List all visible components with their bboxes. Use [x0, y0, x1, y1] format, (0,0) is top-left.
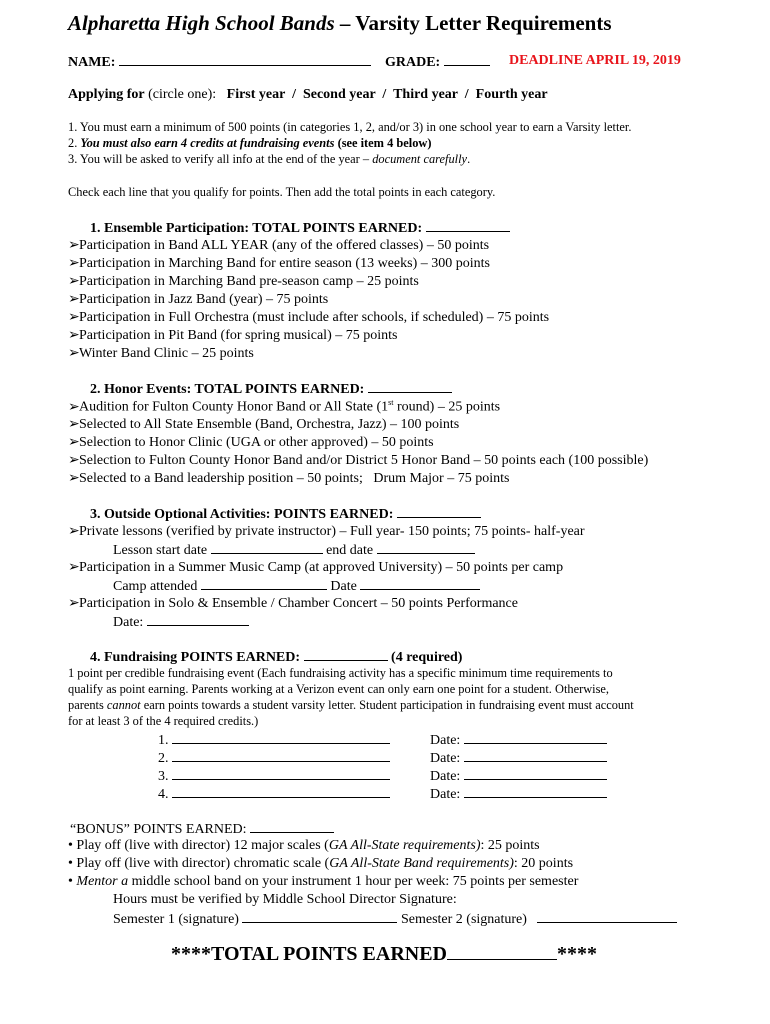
bonus-item	[68, 874, 578, 890]
fundraiser-date-label: Date:	[430, 769, 461, 784]
item-text: Selection to Fulton County Honor Band and/or District 5 Honor Band – 50 points each (100 possible)	[79, 453, 649, 468]
fundraiser-line	[158, 731, 390, 749]
item-text: Winter Band Clinic – 25 points	[79, 346, 254, 361]
bonus-item	[68, 838, 540, 854]
fundraiser-field[interactable]	[172, 749, 390, 762]
list-item[interactable]	[68, 255, 490, 272]
rule-3-end: .	[467, 152, 471, 166]
bonus-italic: GA All-State requirements)	[328, 838, 481, 853]
list-item[interactable]	[68, 416, 459, 433]
arrow-icon: ➢	[68, 328, 80, 343]
arrow-icon: ➢	[68, 596, 80, 611]
list-item[interactable]	[68, 237, 489, 254]
arrow-icon: ➢	[68, 560, 80, 575]
list-item[interactable]	[68, 398, 500, 416]
fundraiser-date-field[interactable]	[464, 749, 607, 762]
fundraiser-date-field[interactable]	[464, 767, 607, 780]
bonus-italic: GA All-State Band requirements)	[329, 856, 514, 871]
fundraiser-field[interactable]	[172, 767, 390, 780]
section2-heading	[90, 380, 452, 398]
fundraiser-line	[158, 749, 390, 767]
page-title	[68, 11, 612, 36]
fundraiser-field[interactable]	[172, 785, 390, 798]
fundraiser-number: 2.	[158, 751, 169, 766]
list-item[interactable]	[68, 595, 518, 612]
desc3-start: parents	[68, 698, 104, 712]
bonus-item	[68, 856, 573, 872]
bonus-bullet: •	[68, 874, 73, 889]
grand-total	[171, 943, 597, 966]
fundraiser-date	[430, 749, 607, 767]
section4-total-field[interactable]	[304, 648, 388, 661]
fundraiser-date-field[interactable]	[464, 785, 607, 798]
list-item[interactable]	[68, 345, 254, 362]
list-item[interactable]	[68, 452, 648, 469]
fundraiser-line	[158, 767, 390, 785]
section4-heading	[90, 648, 462, 666]
item-text: Participation in Jazz Band (year) – 75 points	[79, 292, 329, 307]
section4-heading-text: 4. Fundraising POINTS EARNED:	[90, 650, 301, 665]
applying-options[interactable]: First year / Second year / Third year / Fourth year	[226, 87, 548, 102]
section2-total-field[interactable]	[368, 380, 452, 393]
list-item[interactable]	[68, 291, 328, 308]
list-item[interactable]	[68, 309, 549, 326]
solo-date-label: Date:	[113, 615, 144, 630]
item-text: Audition for Fulton County Honor Band or All State (1	[79, 399, 389, 415]
grand-total-label: ****TOTAL POINTS EARNED	[171, 943, 447, 965]
rule-2	[68, 136, 432, 151]
grade-label: GRADE:	[385, 55, 441, 70]
fundraiser-line	[158, 785, 390, 803]
semester1-signature-field[interactable]	[242, 910, 397, 923]
rule-2-num: 2.	[68, 136, 78, 150]
arrow-icon: ➢	[68, 310, 80, 325]
desc3-end: earn points towards a student varsity letter. Student participation in fundraising event must account	[143, 698, 634, 712]
bonus-verify: Hours must be verified by Middle School Director Signature:	[113, 892, 457, 907]
arrow-icon: ➢	[68, 346, 80, 361]
deadline: DEADLINE APRIL 19, 2019	[509, 53, 681, 68]
bonus-text: middle school band on your instrument 1 hour per week: 75 points per semester	[131, 874, 579, 889]
item-text: Participation in Band ALL YEAR (any of the offered classes) – 50 points	[79, 238, 490, 253]
arrow-icon: ➢	[68, 238, 80, 253]
arrow-icon: ➢	[68, 453, 80, 468]
rule-1: 1. You must earn a minimum of 500 points (in categories 1, 2, and/or 3) in one school year to earn a Varsity letter.	[68, 120, 632, 134]
item-text-end: round) – 25 points	[393, 399, 501, 415]
bonus-total-field[interactable]	[250, 820, 334, 833]
section1-heading	[90, 219, 510, 237]
semester2-label: Semester 2 (signature)	[400, 912, 527, 927]
arrow-icon: ➢	[68, 417, 80, 432]
item-text: Selected to All State Ensemble (Band, Orchestra, Jazz) – 100 points	[79, 417, 460, 432]
fundraiser-number: 3.	[158, 769, 169, 784]
fundraiser-date	[430, 731, 607, 749]
grade-row	[385, 53, 490, 71]
arrow-icon: ➢	[68, 435, 80, 450]
lesson-start-label: Lesson start date	[113, 543, 208, 558]
arrow-icon: ➢	[68, 399, 80, 415]
fundraiser-date-label: Date:	[430, 733, 461, 748]
item-text: Participation in Marching Band pre-season camp – 25 points	[79, 274, 419, 289]
camp-date-label: Date	[330, 579, 357, 594]
rule-3-text: 3. You will be asked to verify all info at the end of the year –	[68, 152, 370, 166]
section3-total-field[interactable]	[397, 505, 481, 518]
camp-date-field[interactable]	[360, 577, 480, 590]
name-field[interactable]	[119, 53, 371, 66]
applying-row	[68, 87, 548, 103]
rule-3	[68, 152, 470, 167]
bonus-text: • Play off (live with director) chromatic scale (	[68, 856, 330, 871]
fundraiser-date-field[interactable]	[464, 731, 607, 744]
section3-heading-text: 3. Outside Optional Activities: POINTS EARNED:	[90, 507, 394, 522]
fundraiser-date-label: Date:	[430, 751, 461, 766]
bonus-points: : 20 points	[513, 856, 574, 871]
lesson-dates-row	[113, 541, 475, 559]
section1-heading-text: 1. Ensemble Participation: TOTAL POINTS EARNED:	[90, 221, 423, 236]
rule-2-italic: You must also earn 4 credits at fundraising events	[80, 136, 335, 150]
item-text: Selected to a Band leadership position – 50 points; Drum Major – 75 points	[79, 471, 510, 486]
fundraiser-date	[430, 785, 607, 803]
bonus-heading-text: “BONUS” POINTS EARNED:	[70, 822, 247, 837]
desc3-italic: cannot	[106, 698, 141, 712]
arrow-icon: ➢	[68, 292, 80, 307]
bonus-italic: Mentor a	[76, 874, 129, 889]
end-date-label: end date	[326, 543, 374, 558]
grand-total-suffix: ****	[557, 943, 597, 965]
camp-attended-field[interactable]	[201, 577, 327, 590]
lesson-start-field[interactable]	[211, 541, 323, 554]
list-item[interactable]	[68, 523, 585, 540]
camp-attended-label: Camp attended	[113, 579, 198, 594]
section3-heading	[90, 505, 481, 523]
item-text: Selection to Honor Clinic (UGA or other approved) – 50 points	[79, 435, 434, 450]
name-row	[68, 53, 371, 71]
fundraiser-field[interactable]	[172, 731, 390, 744]
arrow-icon: ➢	[68, 524, 80, 539]
fundraiser-number: 4.	[158, 787, 169, 802]
list-item[interactable]	[68, 470, 509, 487]
fundraiser-date	[430, 767, 607, 785]
arrow-icon: ➢	[68, 471, 80, 486]
grand-total-field[interactable]	[447, 943, 557, 960]
item-text: Participation in Marching Band for entire season (13 weeks) – 300 points	[79, 256, 490, 271]
section4-desc-2: qualify as point earning. Parents working at a Verizon event can only earn one point for a student. Otherwise,	[68, 682, 610, 696]
item-text: Participation in Full Orchestra (must include after schools, if scheduled) – 75 points	[79, 310, 550, 325]
semester1-label: Semester 1 (signature)	[113, 912, 239, 927]
instructions: Check each line that you qualify for points. Then add the total points in each category.	[68, 185, 496, 199]
camp-row	[113, 577, 480, 595]
item-text: Participation in Pit Band (for spring musical) – 75 points	[79, 328, 398, 343]
rule-2-rest: (see item 4 below)	[337, 136, 432, 150]
section4-desc-3	[68, 698, 634, 713]
item-text: Participation in a Summer Music Camp (at approved University) – 50 points per camp	[79, 560, 564, 575]
rule-3-italic: document carefully	[372, 152, 468, 166]
solo-date-field[interactable]	[147, 613, 249, 626]
semester-row	[113, 910, 677, 928]
name-label: NAME:	[68, 55, 116, 70]
bonus-points: : 25 points	[480, 838, 540, 853]
item-superscript: st	[388, 398, 394, 407]
list-item[interactable]	[68, 559, 563, 576]
solo-date-row	[113, 613, 249, 631]
section2-heading-text: 2. Honor Events: TOTAL POINTS EARNED:	[90, 382, 365, 397]
arrow-icon: ➢	[68, 256, 80, 271]
title-rest: – Varsity Letter Requirements	[339, 11, 612, 35]
section4-desc-1: 1 point per credible fundraising event (Each fundraising activity has a specific minimum time requirements to	[68, 666, 613, 680]
applying-label: Applying for	[68, 87, 145, 102]
semester2-signature-field[interactable]	[537, 910, 677, 923]
title-school: Alpharetta High School Bands	[68, 11, 335, 35]
section1-total-field[interactable]	[426, 219, 510, 232]
item-text: Private lessons (verified by private instructor) – Full year- 150 points; 75 points- half-year	[79, 524, 585, 539]
arrow-icon: ➢	[68, 274, 80, 289]
bonus-heading	[70, 820, 334, 838]
fundraiser-date-label: Date:	[430, 787, 461, 802]
fundraiser-number: 1.	[158, 733, 169, 748]
list-item[interactable]	[68, 434, 434, 451]
list-item[interactable]	[68, 273, 419, 290]
list-item[interactable]	[68, 327, 397, 344]
applying-hint: (circle one):	[148, 87, 217, 102]
section4-desc-4: for at least 3 of the 4 required credits.)	[68, 714, 259, 728]
item-text: Participation in Solo & Ensemble / Chamber Concert – 50 points Performance	[79, 596, 518, 611]
end-date-field[interactable]	[377, 541, 475, 554]
section4-required: (4 required)	[391, 650, 463, 665]
bonus-text: • Play off (live with director) 12 major scales (	[68, 838, 329, 853]
grade-field[interactable]	[444, 53, 490, 66]
